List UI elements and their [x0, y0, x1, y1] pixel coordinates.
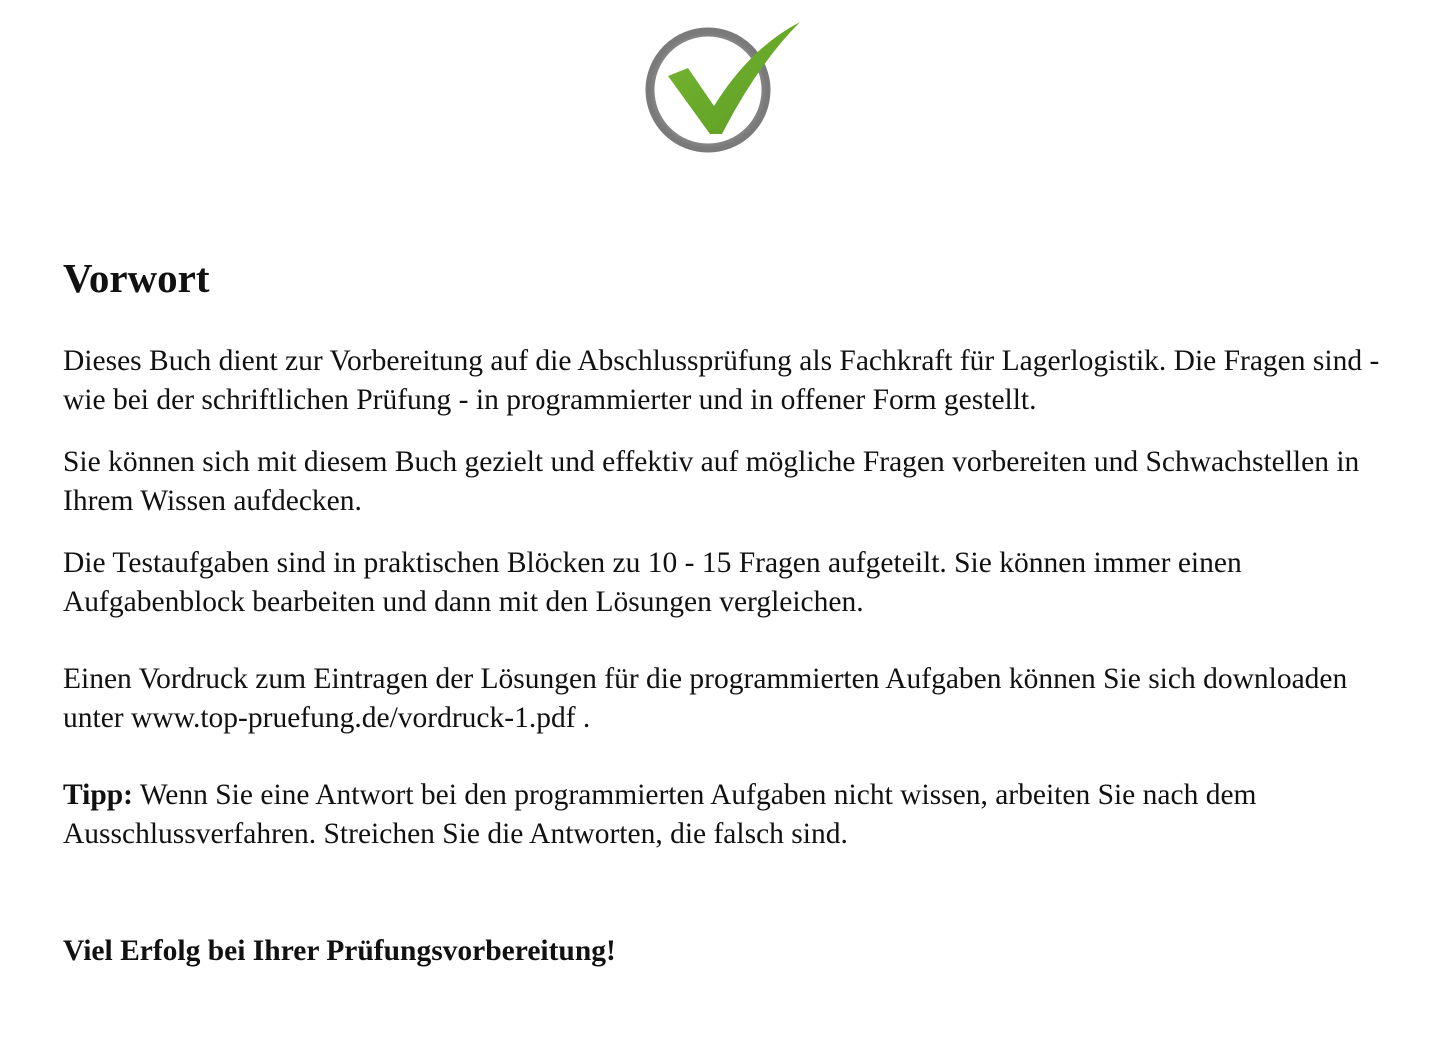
- paragraph-test-blocks: Die Testaufgaben sind in praktischen Blöcken zu 10 - 15 Fragen aufgeteilt. Sie können immer einen Aufgabenblock bearbeiten und dann mit den Lösungen vergleichen.: [63, 547, 1242, 619]
- check-circle-icon: [640, 18, 810, 160]
- paragraph-preparation: Sie können sich mit diesem Buch gezielt und effektiv auf mögliche Fragen vorbereiten und Schwachstellen in Ihrem Wissen aufdecken.: [63, 446, 1360, 518]
- paragraph-download: Einen Vordruck zum Eintragen der Lösungen für die programmierten Aufgaben können Sie sich downloaden unter www.top-pruefung.de/vordruck-1.pdf .: [63, 663, 1348, 735]
- preface-section: [63, 255, 1403, 971]
- tip-label: Tipp:: [63, 779, 133, 812]
- paragraph-purpose: Dieses Buch dient zur Vorbereitung auf die Abschlussprüfung als Fachkraft für Lagerlogistik. Die Fragen sind - wie bei der schriftlichen Prüfung - in programmierter und in offener Form gestellt.: [63, 345, 1380, 417]
- paragraph-tip: [63, 776, 1403, 854]
- tip-text: Wenn Sie eine Antwort bei den programmierten Aufgaben nicht wissen, arbeiten Sie nach dem Ausschlussverfahren. Streichen Sie die Antworten, die falsch sind.: [63, 779, 1257, 851]
- page-title: Vorwort: [63, 255, 210, 301]
- closing-line: Viel Erfolg bei Ihrer Prüfungsvorbereitung!: [63, 935, 616, 968]
